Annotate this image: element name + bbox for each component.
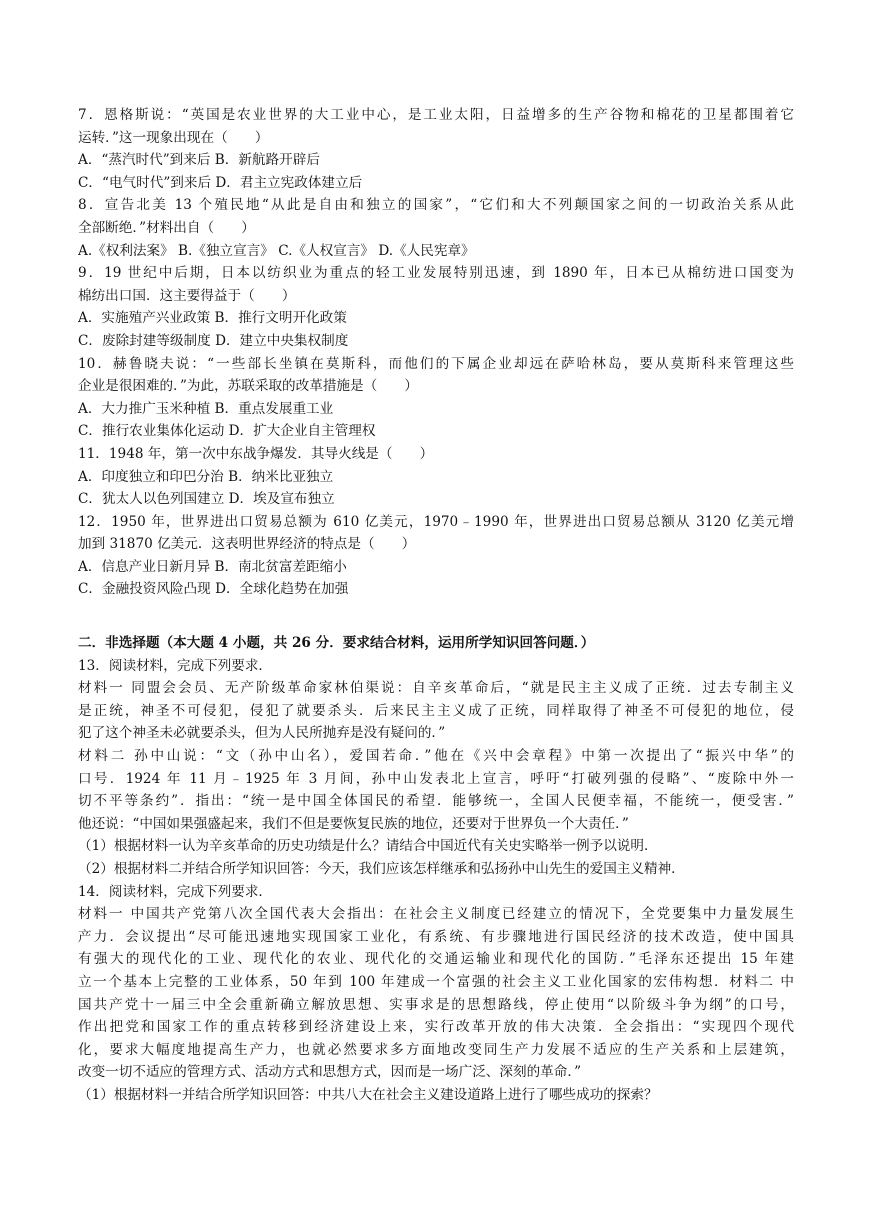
material-line: 作出把党和国家工作的重点转移到经济建设上来，实行改革开放的伟大决策．全会指出：“实现四个现代 — [78, 1019, 794, 1036]
exam-page — [78, 104, 794, 1107]
question-stem-line: 11．1948 年，第一次中东战争爆发．其导火线是（ ） — [78, 445, 434, 462]
question-stem-line: 全部断绝．”材料出自（ ） — [78, 219, 255, 236]
material-line: （1）根据材料一并结合所学知识回答：中共八大在社会主义建设道路上进行了哪些成功的探索？ — [78, 1086, 658, 1103]
section-title: 二．非选择题（本大题 4 小题，共 26 分．要求结合材料，运用所学知识回答问题．） — [78, 635, 595, 652]
question-stem-line: 加到 31870 亿美元．这表明世界经济的特点是（ ） — [78, 536, 416, 553]
answer-options-line: C．废除封建等级制度 D．建立中央集权制度 — [78, 332, 349, 349]
material-line: 材料二 孙中山说：“文（孙中山名），爱国若命．”他在《兴中会章程》中第一次提出了“振兴中华”的 — [78, 748, 794, 765]
multiple-choice-section — [78, 104, 794, 601]
material-line: （1）根据材料一认为辛亥革命的历史功绩是什么？请结合中国近代有关史实略举一例予以说明． — [78, 838, 658, 855]
material-line: 改变一切不适应的管理方式、活动方式和思想方式，因而是一场广泛、深刻的革命．” — [78, 1064, 582, 1081]
material-line: 材料一 中国共产党第八次全国代表大会指出：在社会主义制度已经建立的情况下，全党要集中力量发展生 — [78, 906, 794, 923]
answer-options-line: C．推行农业集体化运动 D．扩大企业自主管理权 — [78, 423, 376, 440]
material-line: 是正统，神圣不可侵犯，侵犯了就要杀头．后来民主主义成了正统，同样取得了神圣不可侵犯的地位，侵 — [78, 702, 794, 719]
question-stem-line: 企业是很困难的．”为此，苏联采取的改革措施是（ ） — [78, 378, 418, 395]
material-line: 切不平等条约”．指出：“统一是中国全体国民的希望．能够统一，全国人民便幸福，不能统一，便受害．” — [78, 793, 794, 810]
answer-options-line: A.《权利法案》 B.《独立宣言》 C.《人权宣言》 D.《人民宪章》 — [78, 242, 475, 259]
material-line: 化，要求大幅度地提高生产力，也就必然要求多方面地改变同生产力发展不适应的生产关系和上层建筑， — [78, 1041, 794, 1058]
question-stem-line: 12．1950 年，世界进出口贸易总额为 610 亿美元，1970﹣1990 年，世界进出口贸易总额从 3120 亿美元增 — [78, 513, 794, 530]
section-gap — [78, 601, 794, 632]
question-14 — [78, 881, 794, 1107]
material-line: 口号．1924 年 11 月﹣1925 年 3 月间，孙中山发表北上宣言，呼吁“打破列强的侵略”、“废除中外一 — [78, 770, 794, 787]
material-line: 14．阅读材料，完成下列要求． — [78, 883, 273, 900]
answer-options-line: A．实施殖产兴业政策 B．推行文明开化政策 — [78, 310, 347, 327]
question-item — [78, 194, 794, 262]
answer-options-line: C．金融投资风险凸现 D．全球化趋势在加强 — [78, 581, 349, 598]
material-line: （2）根据材料二并结合所学知识回答：今天，我们应该怎样继承和弘扬孙中山先生的爱国主义精神． — [78, 861, 685, 877]
answer-options-line: A．“蒸汽时代”到来后 B．新航路开辟后 — [78, 152, 320, 169]
question-item — [78, 353, 794, 443]
question-stem-line: 8．宣告北美 13 个殖民地“从此是自由和独立的国家”，“它们和大不列颠国家之间的一切政治关系从此 — [78, 197, 794, 214]
material-line: 立一个基本上完整的工业体系，50 年到 100 年建成一个富强的社会主义工业化国家的宏伟构想．材料二 中 — [78, 973, 794, 990]
answer-options-line: A．印度独立和印巴分治 B．纳米比亚独立 — [78, 468, 334, 485]
question-stem-line: 运转．”这一现象出现在（ ） — [78, 129, 269, 146]
question-13 — [78, 655, 794, 881]
answer-options-line: A．大力推广玉米种植 B．重点发展重工业 — [78, 400, 334, 417]
question-stem-line: 9．19 世纪中后期，日本以纺织业为重点的轻工业发展特别迅速，到 1890 年，日本已从棉纺进口国变为 — [78, 265, 794, 282]
answer-options-line: A．信息产业日新月异 B．南北贫富差距缩小 — [78, 558, 347, 575]
material-line: 有强大的现代化的工业、现代化的农业、现代化的交通运输业和现代化的国防．”毛泽东还提出 15 年建 — [78, 951, 794, 968]
answer-options-line: C．“电气时代”到来后 D．君主立宪政体建立后 — [78, 174, 363, 191]
question-item — [78, 262, 794, 352]
question-stem-line: 10．赫鲁晓夫说：“一些部长坐镇在莫斯科，而他们的下属企业却远在萨哈林岛，要从莫斯科来管理这些 — [78, 355, 794, 372]
question-item — [78, 104, 794, 194]
material-line: 产力．会议提出“尽可能迅速地实现国家工业化，有系统、有步骤地进行国民经济的技术改造，使中国具 — [78, 928, 794, 945]
answer-options-line: C．犹太人以色列国建立 D．埃及宣布独立 — [78, 491, 335, 508]
question-item — [78, 511, 794, 601]
material-line: 犯了这个神圣未必就要杀头，但为人民所抛弃是没有疑问的．” — [78, 725, 446, 742]
material-line: 国共产党十一届三中全会重新确立解放思想、实事求是的思想路线，停止使用“以阶级斗争为纲”的口号， — [78, 996, 794, 1013]
material-line: 13．阅读材料，完成下列要求． — [78, 657, 273, 674]
question-stem-line: 棉纺出口国．这主要得益于（ ） — [78, 287, 296, 304]
question-item — [78, 443, 794, 511]
material-line: 材料一 同盟会会员、无产阶级革命家林伯渠说：自辛亥革命后，“就是民主主义成了正统．过去专制主义 — [78, 680, 794, 697]
question-stem-line: 7．恩格斯说：“英国是农业世界的大工业中心，是工业太阳，日益增多的生产谷物和棉花的卫星都围着它 — [78, 107, 794, 123]
material-line: 他还说：“中国如果强盛起来，我们不但是要恢复民族的地位，还要对于世界负一个大责任．” — [78, 815, 629, 832]
